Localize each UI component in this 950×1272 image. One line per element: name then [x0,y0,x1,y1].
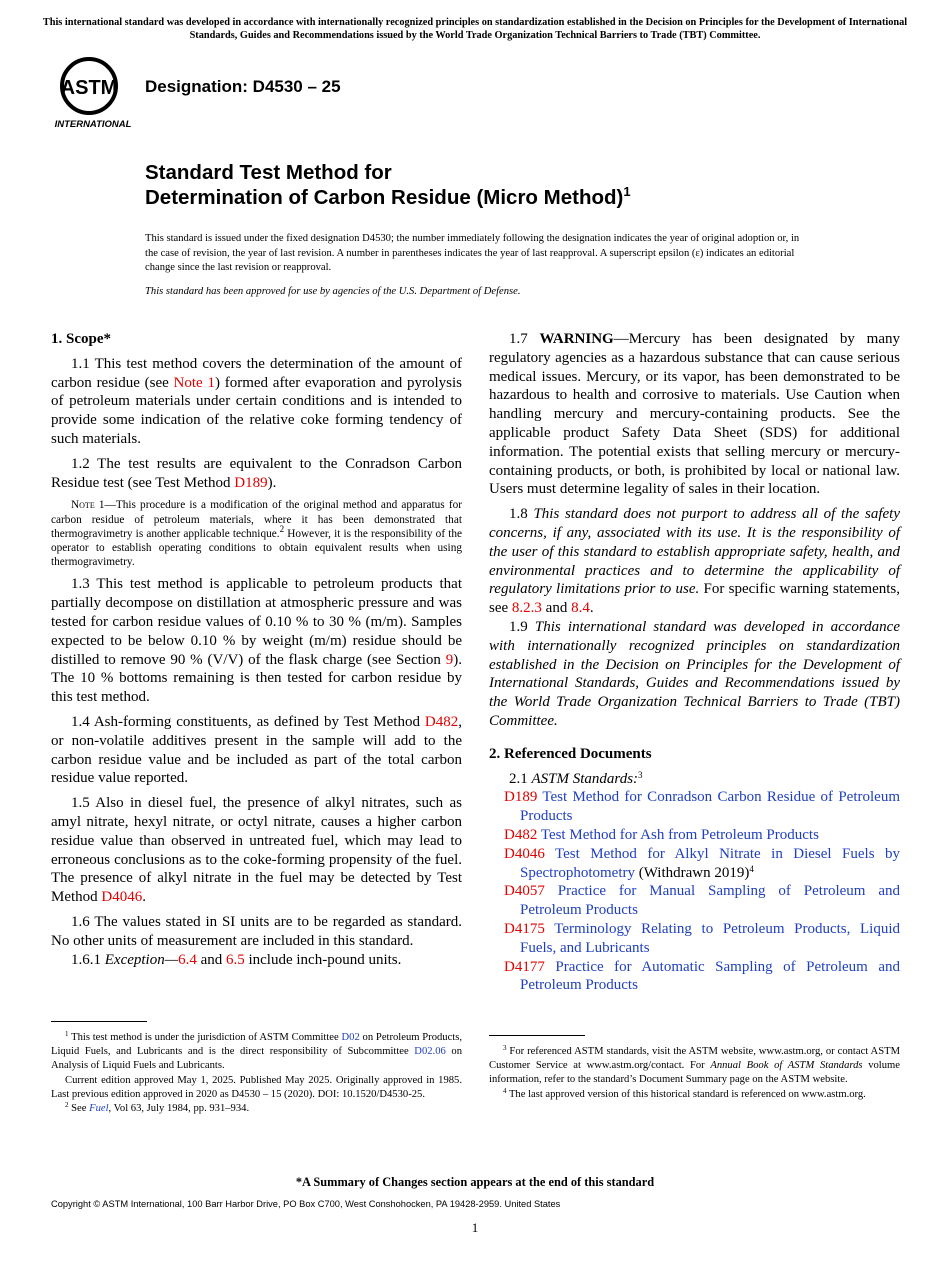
d02-link[interactable]: D02 [341,1032,360,1043]
d189-link[interactable]: D189 [234,474,268,491]
footnote-4: $^4$ The last approved version of this historical standard is referenced on www.astm.org. [503,1086,866,1100]
footnote-3: $^3$ For referenced ASTM standards, visit the ASTM website, www.astm.org, or contact ASTM Customer Service at www.astm.org/contact. For Annual Book of ASTM Standards volume information, refer to the standard’s Document Summary page on the ASTM website. [489,1044,900,1086]
summary-of-changes-note: *A Summary of Changes section appears at the end of this standard [295,1175,655,1189]
list-item[interactable]: D482 Test Method for Ash from Petroleum Products [504,826,819,843]
intro-paragraph: This standard is issued under the fixed designation D4530; the number immediately following the designation indicates the year of original adoption or, in the case of revision, the year of last revision. A number in parentheses indicates the year of last reapproval. A superscript epsilon (ε) indicates an editorial change since the last revision or reapproval. [145,233,800,274]
footnote-divider-right [489,1035,585,1036]
footnote-1-current-edition: Current edition approved May 1, 2025. Published May 2025. Originally approved in 1985. Last previous edition approved in 2020 as D4530 – 15 (2020). DOI: 10.1520/D4530-25. [51,1074,462,1100]
link-6-4[interactable]: 6.4 [178,951,197,968]
footnote-1: $^1$ This test method is under the jurisdiction of ASTM Committee D02 on Petroleum Products, Liquid Fuels, and Lubricants and is the direct responsibility of Subcommittee D02.06 on Analysis of Liquid Fuels and Lubricants. [51,1030,463,1072]
title-line-2: Determination of Carbon Residue (Micro Method)$^1$ [145,184,631,209]
d02-06-link[interactable]: D02.06 [414,1046,446,1058]
left-column [51,330,462,975]
para-1-7: 1.7 WARNING—Mercury has been designated by many regulatory agencies as a hazardous substance that can cause serious medical issues. Mercury, or its vapor, has been demonstrated to be hazardous to health and corrosive to materials. Use Caution when handling mercury and mercury-containing products. See the applicable product Safety Data Sheet (SDS) for additional information. The potential exists that selling mercury or mercury-containing products, or both, is prohibited by local or national law. Users must determine legality of sales in their location. [489,331,900,498]
astm-logo-subtext: INTERNATIONAL [54,119,132,130]
title-footnote-ref[interactable]: 1 [623,184,631,199]
note-1: Note 1—This procedure is a modification of the original method and apparatus for carbon residue of petroleum materials, where it has been demonstrated that thermogravimetry is another applicable technique.$^2$ However, it is the responsibility of the operator to establish operating conditions to obtain equivalent results when using thermogravimetry. [51,499,463,569]
para-2-1: 2.1 ASTM Standards:$^3$ [509,769,643,787]
para-1-9: 1.9 This international standard was developed in accordance with internationally recognized principles on standardization established in the Decision on Principles for the Development of International Standards, Guides and Recommendations issued by the World Trade Organization Technical Barriers to Trade (TBT) Committee. [489,618,901,729]
fuel-link[interactable]: Fuel [89,1103,109,1115]
right-column [489,330,900,995]
page-title [145,160,845,210]
footnote-4-ref[interactable]: 4 [749,863,754,874]
referenced-standards-list [489,788,900,995]
para-1-1: 1.1 This test method covers the determination of the amount of carbon residue (see Note 1) formed after evaporation and pyrolysis of petroleum materials under certain conditions and is intended to provide some indication of the relative coke forming tendency of such materials. [51,355,462,447]
section-1-heading: 1. Scope* [51,331,111,347]
list-item[interactable]: D4057 Practice for Manual Sampling of Petroleum and Petroleum Products [504,883,900,919]
para-1-8: 1.8 This standard does not purport to address all of the safety concerns, if any, associated with its use. It is the responsibility of the user of this standard to establish appropriate safety, health, and environmental practices and to determine the applicability of regulatory limitations prior to use. For specific warning statements, see 8.2.3 and 8.4. [489,506,901,617]
link-6-5[interactable]: 6.5 [225,951,245,968]
title-line-1: Standard Test Method for [145,161,392,184]
footnote-3-ref[interactable]: 3 [638,769,643,780]
section-2-heading: 2. Referenced Documents [489,745,652,762]
list-item[interactable]: D4046 Test Method for Alkyl Nitrate in Diesel Fuels by Spectrophotometry (Withdrawn 2019)$^4$ [504,845,900,881]
footnotes-right [489,1045,900,1102]
note-1-link[interactable]: Note 1 [173,374,215,391]
footnote-2: $^2$ See Fuel, Vol 63, July 1984, pp. 931–934. [65,1101,250,1115]
para-1-3: 1.3 This test method is applicable to petroleum products that partially decompose on distillation at atmospheric pressure and was tested for carbon residue values of 0.10 % to 30 % (m/m). Samples expected to be below 0.10 % by weight (m/m) residue should be distilled to remove 90 % (V/V) of the flask charge (see Section 9). The 10 % bottoms remaining is then tested for carbon residue by this test method. [51,576,462,706]
list-item[interactable]: D189 Test Method for Conradson Carbon Residue of Petroleum Products [504,789,900,825]
copyright: Copyright © ASTM International, 100 Barr Harbor Drive, PO Box C700, West Conshohocken, PA 19428-2959. United States [51,1199,561,1209]
para-1-2: 1.2 The test results are equivalent to the Conradson Carbon Residue test (see Test Method D189). [51,455,462,491]
para-1-5: 1.5 Also in diesel fuel, the presence of alkyl nitrates, such as amyl nitrate, hexyl nitrate, or octyl nitrate, causes a higher carbon residue value than observed in untreated fuel, which may lead to erroneous conclusions as to the coke-forming propensity of the fuel. The presence of alkyl nitrate in the fuel may be detected by Test Method D4046. [51,795,462,906]
para-1-6: 1.6 The values stated in SI units are to be regarded as standard. No other units of measurement are included in this standard. [51,913,462,949]
dod-approval: This standard has been approved for use by agencies of the U.S. Department of Defense. [145,286,521,297]
footnotes-left [51,1031,462,1116]
astm-logo [53,56,135,130]
link-8-2-3[interactable]: 8.2.3 [511,600,542,617]
para-1-6-1: 1.6.1 Exception—6.4 and 6.5 include inch-pound units. [71,951,402,968]
list-item[interactable]: D4177 Practice for Automatic Sampling of Petroleum and Petroleum Products [504,958,900,994]
astm-logo-text: ASTM [60,77,118,99]
designation: Designation: D4530 – 25 [145,77,341,96]
d482-link[interactable]: D482 [424,713,459,730]
d4046-link[interactable]: D4046 [101,889,143,906]
footnote-2-ref[interactable]: 2 [279,523,285,534]
para-1-4: 1.4 Ash-forming constituents, as defined by Test Method D482, or non-volatile additives present in the sample will add to the carbon residue value and be included as part of the total carbon residue value reported. [51,713,462,787]
link-8-4[interactable]: 8.4 [571,600,590,617]
footnote-divider-left [51,1021,147,1022]
top-notice: This international standard was developed in accordance with internationally recognized principles on standardization established in the Decision on Principles for the Development of International Standards, Guides and Recommendations issued by the World Trade Organization Technical Barriers to Trade (TBT) Committee. [42,17,908,41]
list-item[interactable]: D4175 Terminology Relating to Petroleum Products, Liquid Fuels, and Lubricants [504,920,900,956]
page-number: 1 [471,1220,479,1235]
section-9-link[interactable]: 9 [445,651,454,668]
